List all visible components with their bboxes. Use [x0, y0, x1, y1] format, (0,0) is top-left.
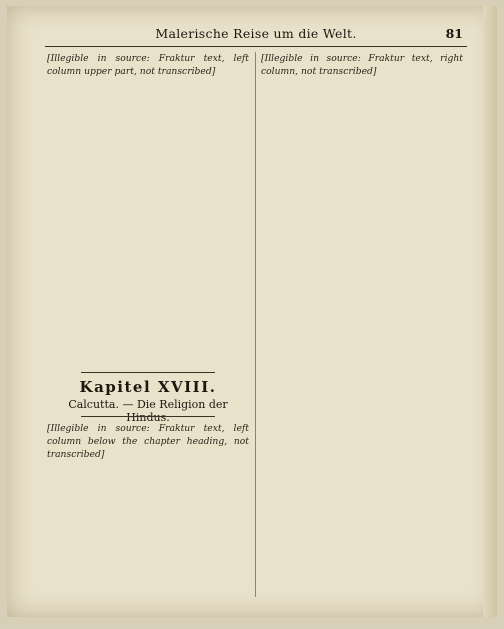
chapter-heading: Kapitel XVIII.: [79, 378, 217, 396]
page-header: [45, 26, 467, 44]
right-column-paragraph: [Illegible in source: Fraktur text, right column, not transcribed]: [261, 53, 463, 78]
column-divider: [255, 52, 256, 597]
page-edge-shadow: [483, 6, 497, 617]
chapter-rule-top: [81, 372, 215, 373]
chapter-rule-bottom: [81, 416, 215, 417]
left-column: [47, 52, 249, 355]
page-number: 81: [445, 26, 463, 41]
left-column-paragraph: [Illegible in source: Fraktur text, left column below the chapter heading, not transcribed]: [47, 423, 249, 461]
left-column-lower: [47, 422, 249, 597]
chapter-heading-block: [47, 378, 249, 424]
header-rule: [45, 46, 467, 47]
chapter-subheading: Calcutta. — Die Religion der Hindus.: [68, 398, 228, 424]
book-page: [7, 6, 497, 617]
right-column: [261, 52, 463, 597]
left-column-paragraph: [Illegible in source: Fraktur text, left column upper part, not transcribed]: [47, 53, 249, 78]
running-head: Malerische Reise um die Welt.: [155, 26, 357, 41]
